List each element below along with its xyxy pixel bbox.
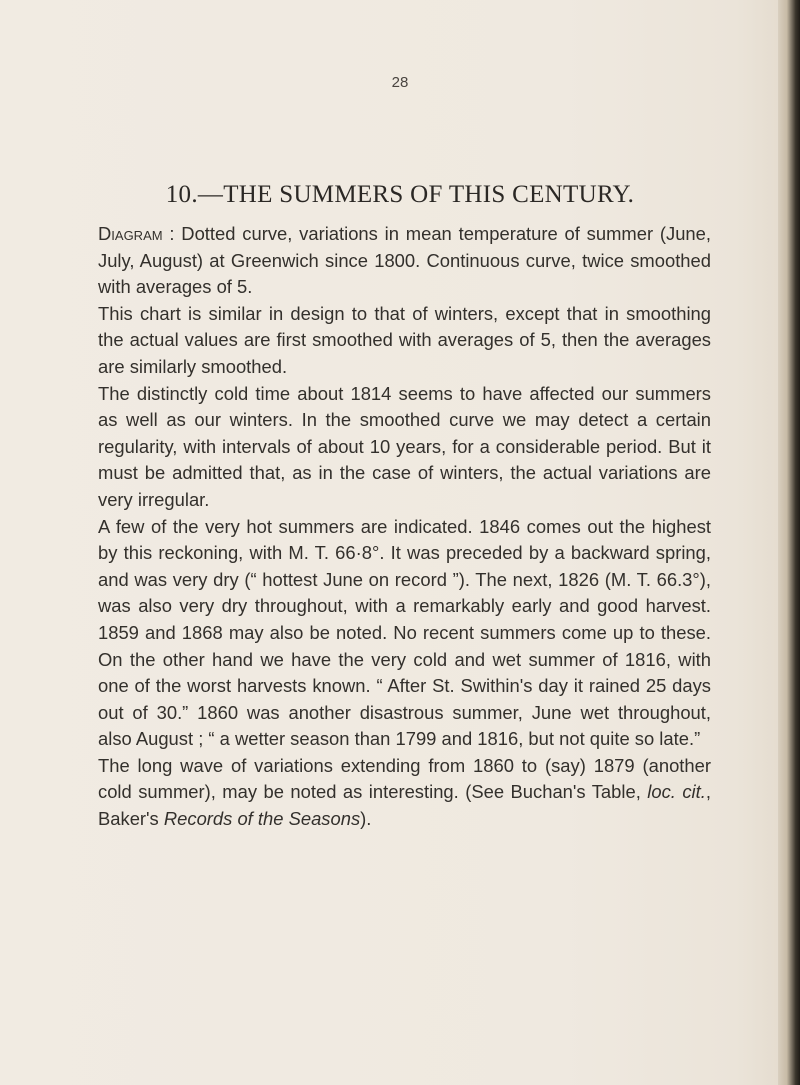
- paragraph-design: This chart is similar in design to that of winters, except that in smoothing the actual values are first smoothed with averages of 5, then the averages are similarly smoothed.: [98, 302, 711, 377]
- diagram-description: : Dotted curve, variations in mean temperature of summer (June, July, August) at Greenwich since 1800. Continuous curve, twice smoothed with averages of 5.: [98, 223, 711, 298]
- long-wave-text: The long wave of variations extending from 1860 to (say) 1879 (another cold summer), may be noted as interesting. (See Buchan's Table,: [98, 754, 711, 803]
- paragraph-cold-time: The distinctly cold time about 1814 seems to have affected our summers as well as our winters. In the smoothed curve we may detect a certain regularity, with intervals of about 10 years, for a considerable period. But it must be admitted that, as in the case of winters, the actual variations are very irregular.: [98, 382, 711, 510]
- paragraph-hot-summers: A few of the very hot summers are indicated. 1846 comes out the highest by this reckoning, with M. T. 66·8°. It was preceded by a backward spring, and was very dry (“ hottest June on record ”). The next, 1826 (M. T. 66.3°), was also very dry throughout, with a remarkably early and good harvest. 1859 and 1868 may also be noted. No recent summers come up to these. On the other hand we have the very cold and wet summer of 1816, with one of the worst harvests known. “ After St. Swithin's day it rained 25 days out of 30.” 1860 was another disastrous summer, June wet throughout, also August ; “ a wetter season than 1799 and 1816, but not quite so late.”: [98, 515, 711, 750]
- records-title: Records of the Seasons: [163, 808, 361, 830]
- body-text: [98, 221, 711, 833]
- paragraph-diagram: [98, 221, 711, 301]
- long-wave-mid: , Baker's: [98, 781, 711, 830]
- section-heading: 10.—THE SUMMERS OF THIS CENTURY.: [165, 181, 635, 208]
- long-wave-end: ).: [360, 808, 372, 830]
- page-edge-shadow: [778, 0, 800, 1085]
- diagram-label: Diagram: [98, 223, 163, 244]
- page-number: 28: [391, 74, 409, 91]
- paragraph-long-wave: [98, 753, 711, 833]
- loc-cit: loc. cit.: [647, 781, 706, 803]
